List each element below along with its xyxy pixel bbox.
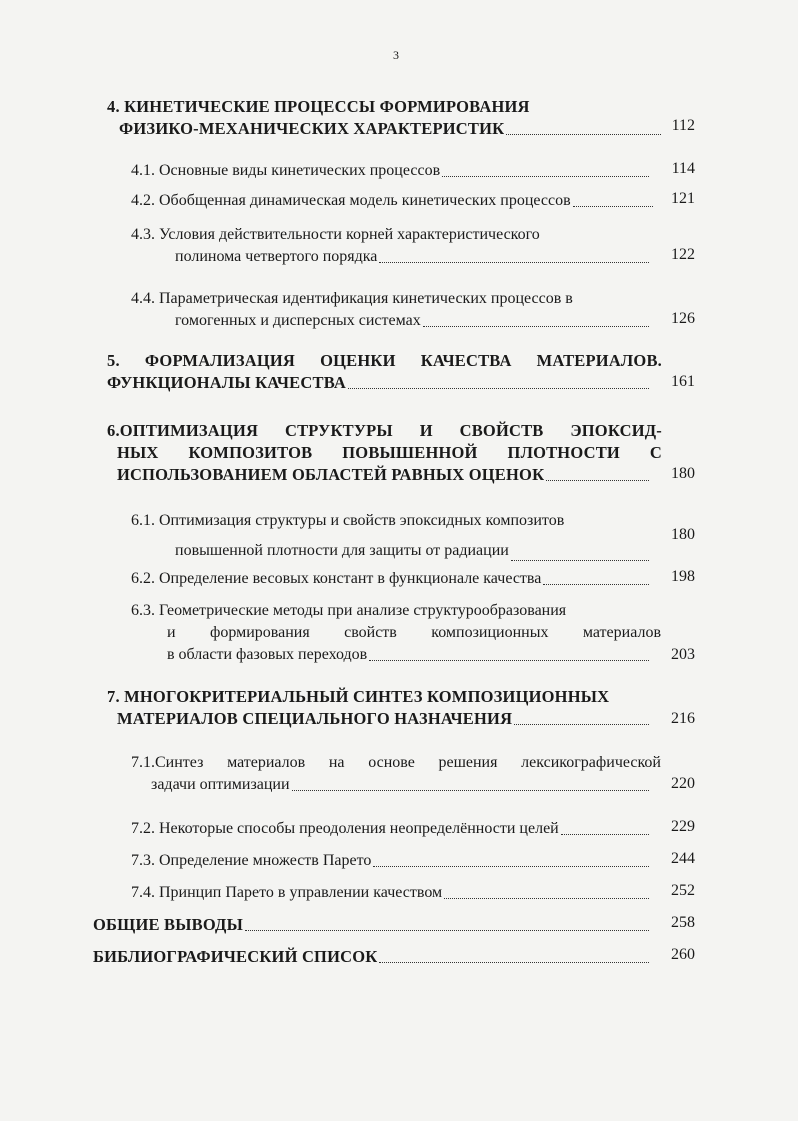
toc-page-ref: 180 [671, 526, 695, 543]
page-number: 3 [393, 48, 399, 62]
toc-page-ref: 122 [671, 246, 695, 263]
toc-entry-6-1 [131, 506, 731, 566]
toc-entry-chapter-4 [107, 96, 707, 140]
toc-line: ИСПОЛЬЗОВАНИЕМ ОБЛАСТЕЙ РАВНЫХ ОЦЕНОК [117, 465, 545, 484]
toc-line: повышенной плотности для защиты от радиации [175, 542, 509, 559]
toc-page-ref: 220 [671, 775, 695, 792]
toc-line: и формирования свойств композиционных материалов [167, 624, 661, 641]
toc-page-ref: 198 [671, 568, 695, 585]
leader-dots [379, 962, 649, 963]
leader-dots [292, 790, 649, 791]
toc-page-ref: 216 [671, 710, 695, 727]
toc-line: 7.1.Синтез материалов на основе решения лексикографической [131, 754, 661, 771]
toc-entry-chapter-5 [107, 350, 662, 394]
toc-line: ОБЩИЕ ВЫВОДЫ [93, 915, 244, 934]
leader-dots [348, 388, 649, 389]
toc-entry-bibliography [93, 946, 693, 968]
toc-line: НЫХ КОМПОЗИТОВ ПОВЫШЕННОЙ ПЛОТНОСТИ С [117, 443, 662, 462]
leader-dots [245, 930, 649, 931]
toc-page-ref: 229 [671, 818, 695, 835]
toc-entry-4-2 [131, 190, 731, 212]
toc-entry-7-1 [131, 752, 661, 796]
toc-line: полинома четвертого порядка [175, 248, 378, 265]
toc-line: 7.3. Определение множеств Парето [131, 852, 372, 869]
toc-line: 7.4. Принцип Парето в управлении качеством [131, 884, 443, 901]
toc-page-ref: 258 [671, 914, 695, 931]
toc-line: 6.1. Оптимизация структуры и свойств эпоксидных композитов [131, 512, 565, 529]
toc-page-ref: 161 [671, 373, 695, 390]
toc-line: 4.4. Параметрическая идентификация кинетических процессов в [131, 290, 573, 307]
leader-dots [561, 834, 649, 835]
leader-dots [506, 134, 661, 135]
leader-dots [444, 898, 649, 899]
leader-dots [379, 262, 649, 263]
leader-dots [511, 560, 649, 561]
leader-dots [543, 584, 649, 585]
toc-page-ref: 260 [671, 946, 695, 963]
toc-page-ref: 114 [671, 160, 695, 177]
toc-line: 4. КИНЕТИЧЕСКИЕ ПРОЦЕССЫ ФОРМИРОВАНИЯ [107, 97, 530, 116]
toc-line: ФИЗИКО-МЕХАНИЧЕСКИХ ХАРАКТЕРИСТИК [119, 119, 505, 138]
leader-dots [369, 660, 649, 661]
toc-entry-chapter-6 [107, 420, 662, 486]
toc-line: БИБЛИОГРАФИЧЕСКИЙ СПИСОК [93, 947, 378, 966]
toc-page-ref: 112 [671, 117, 695, 134]
leader-dots [423, 326, 649, 327]
toc-entry-4-4 [131, 288, 731, 332]
toc-line: 6.ОПТИМИЗАЦИЯ СТРУКТУРЫ И СВОЙСТВ ЭПОКСИД- [107, 421, 662, 440]
toc-entry-7-3 [131, 850, 731, 872]
toc-line: 4.3. Условия действительности корней характеристического [131, 226, 540, 243]
toc-line: 7. МНОГОКРИТЕРИАЛЬНЫЙ СИНТЕЗ КОМПОЗИЦИОННЫХ [107, 687, 610, 706]
toc-entry-6-2 [131, 568, 731, 590]
toc-line: 4.2. Обобщенная динамическая модель кинетических процессов [131, 192, 571, 209]
toc-line: 6.3. Геометрические методы при анализе структурообразования [131, 602, 567, 619]
toc-entry-6-3 [131, 600, 661, 666]
leader-dots [373, 866, 649, 867]
toc-entry-conclusions [93, 914, 693, 936]
toc-entry-chapter-7 [107, 686, 662, 730]
toc-page-ref: 252 [671, 882, 695, 899]
toc-line: 4.1. Основные виды кинетических процессов [131, 162, 441, 179]
toc-page-ref: 126 [671, 310, 695, 327]
toc-entry-4-1 [131, 160, 731, 182]
toc-entry-7-4 [131, 882, 731, 904]
toc-line: гомогенных и дисперсных системах [175, 312, 421, 329]
leader-dots [546, 480, 649, 481]
toc-line: задачи оптимизации [151, 776, 290, 793]
leader-dots [442, 176, 649, 177]
leader-dots [573, 206, 653, 207]
toc-line: в области фазовых переходов [167, 646, 368, 663]
toc-entry-7-2 [131, 818, 731, 840]
toc-page-ref: 121 [671, 190, 695, 207]
toc-page-ref: 180 [671, 465, 695, 482]
toc-entry-4-3 [131, 224, 731, 268]
toc-line: ФУНКЦИОНАЛЫ КАЧЕСТВА [107, 373, 346, 392]
toc-line: 7.2. Некоторые способы преодоления неопределённости целей [131, 820, 559, 837]
toc-page-ref: 203 [671, 646, 695, 663]
toc-page-ref: 244 [671, 850, 695, 867]
toc-line: МАТЕРИАЛОВ СПЕЦИАЛЬНОГО НАЗНАЧЕНИЯ [117, 709, 513, 728]
toc-line: 5. ФОРМАЛИЗАЦИЯ ОЦЕНКИ КАЧЕСТВА МАТЕРИАЛОВ. [107, 351, 662, 370]
leader-dots [514, 724, 649, 725]
toc-line: 6.2. Определение весовых констант в функционале качества [131, 570, 542, 587]
